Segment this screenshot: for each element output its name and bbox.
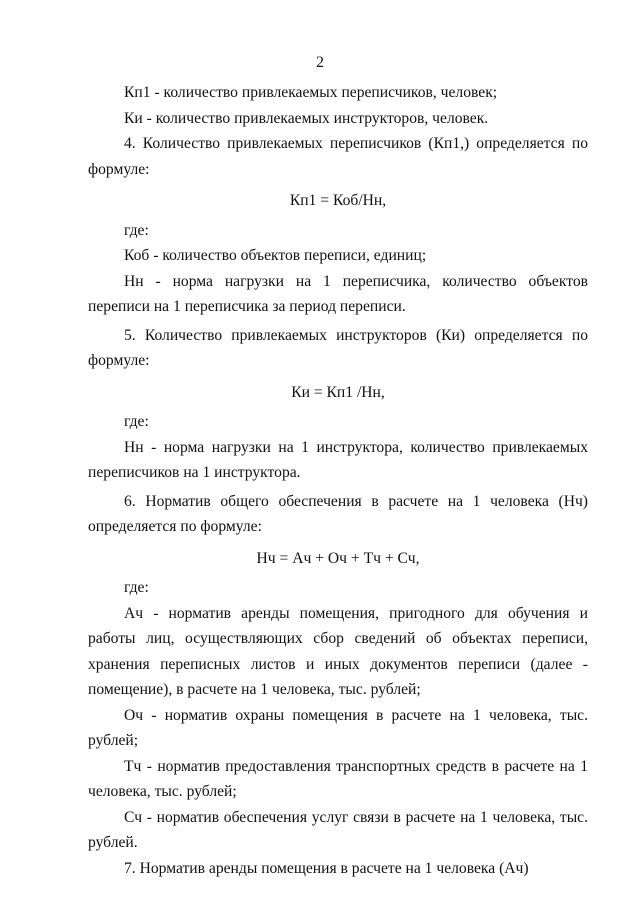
- formula-kp1: Кп1 = Коб/Нн,: [289, 192, 387, 209]
- paragraph-nn-definition-1: Нн - норма нагрузки на 1 переписчика, количество объектов переписи на 1 переписчика за период переписи.: [88, 272, 588, 315]
- paragraph-where-3: где:: [124, 579, 149, 596]
- formula-nch: Нч = Ач + Оч + Тч + Сч,: [256, 549, 420, 567]
- paragraph-item-7: 7. Норматив аренды помещения в расчете на 1 человека (Ач): [124, 859, 529, 877]
- paragraph-kob-definition: Коб - количество объектов переписи, единиц;: [124, 247, 427, 264]
- page-number: 2: [316, 54, 324, 71]
- paragraph-nn-definition-2: Нн - норма нагрузки на 1 инструктора, количество привлекаемых переписчиков на 1 инструктора.: [88, 438, 588, 481]
- paragraph-ach-definition: Ач - норматив аренды помещения, пригодного для обучения и работы лиц, осуществляющих сбор сведений об объектах переписи, хранения переписных листов и иных документов переписи (далее - помещение), в расчете на 1 человека, тыс. рублей;: [88, 604, 588, 698]
- paragraph-kp1-definition: Кп1 - количество привлекаемых переписчиков, человек;: [124, 84, 498, 101]
- paragraph-where-1: где:: [124, 221, 149, 239]
- paragraph-item-6: 6. Норматив общего обеспечения в расчете на 1 человека (Нч) определяется по формуле:: [88, 492, 588, 535]
- paragraph-sch-definition: Сч - норматив обеспечения услуг связи в расчете на 1 человека, тыс. рублей.: [88, 808, 588, 851]
- paragraph-tch-definition: Тч - норматив предоставления транспортных средств в расчете на 1 человека, тыс. рублей;: [88, 757, 588, 800]
- paragraph-och-definition: Оч - норматив охраны помещения в расчете на 1 человека, тыс. рублей;: [88, 706, 588, 749]
- paragraph-ki-definition: Ки - количество привлекаемых инструкторов, человек.: [124, 109, 489, 127]
- paragraph-item-4: 4. Количество привлекаемых переписчиков (Кп1,) определяется по формуле:: [88, 135, 588, 178]
- paragraph-where-2: где:: [124, 413, 149, 430]
- paragraph-item-5: 5. Количество привлекаемых инструкторов (Ки) определяется по формуле:: [88, 326, 588, 369]
- document-body: [88, 80, 588, 881]
- formula-ki: Ки = Кп1 /Нн,: [291, 383, 385, 401]
